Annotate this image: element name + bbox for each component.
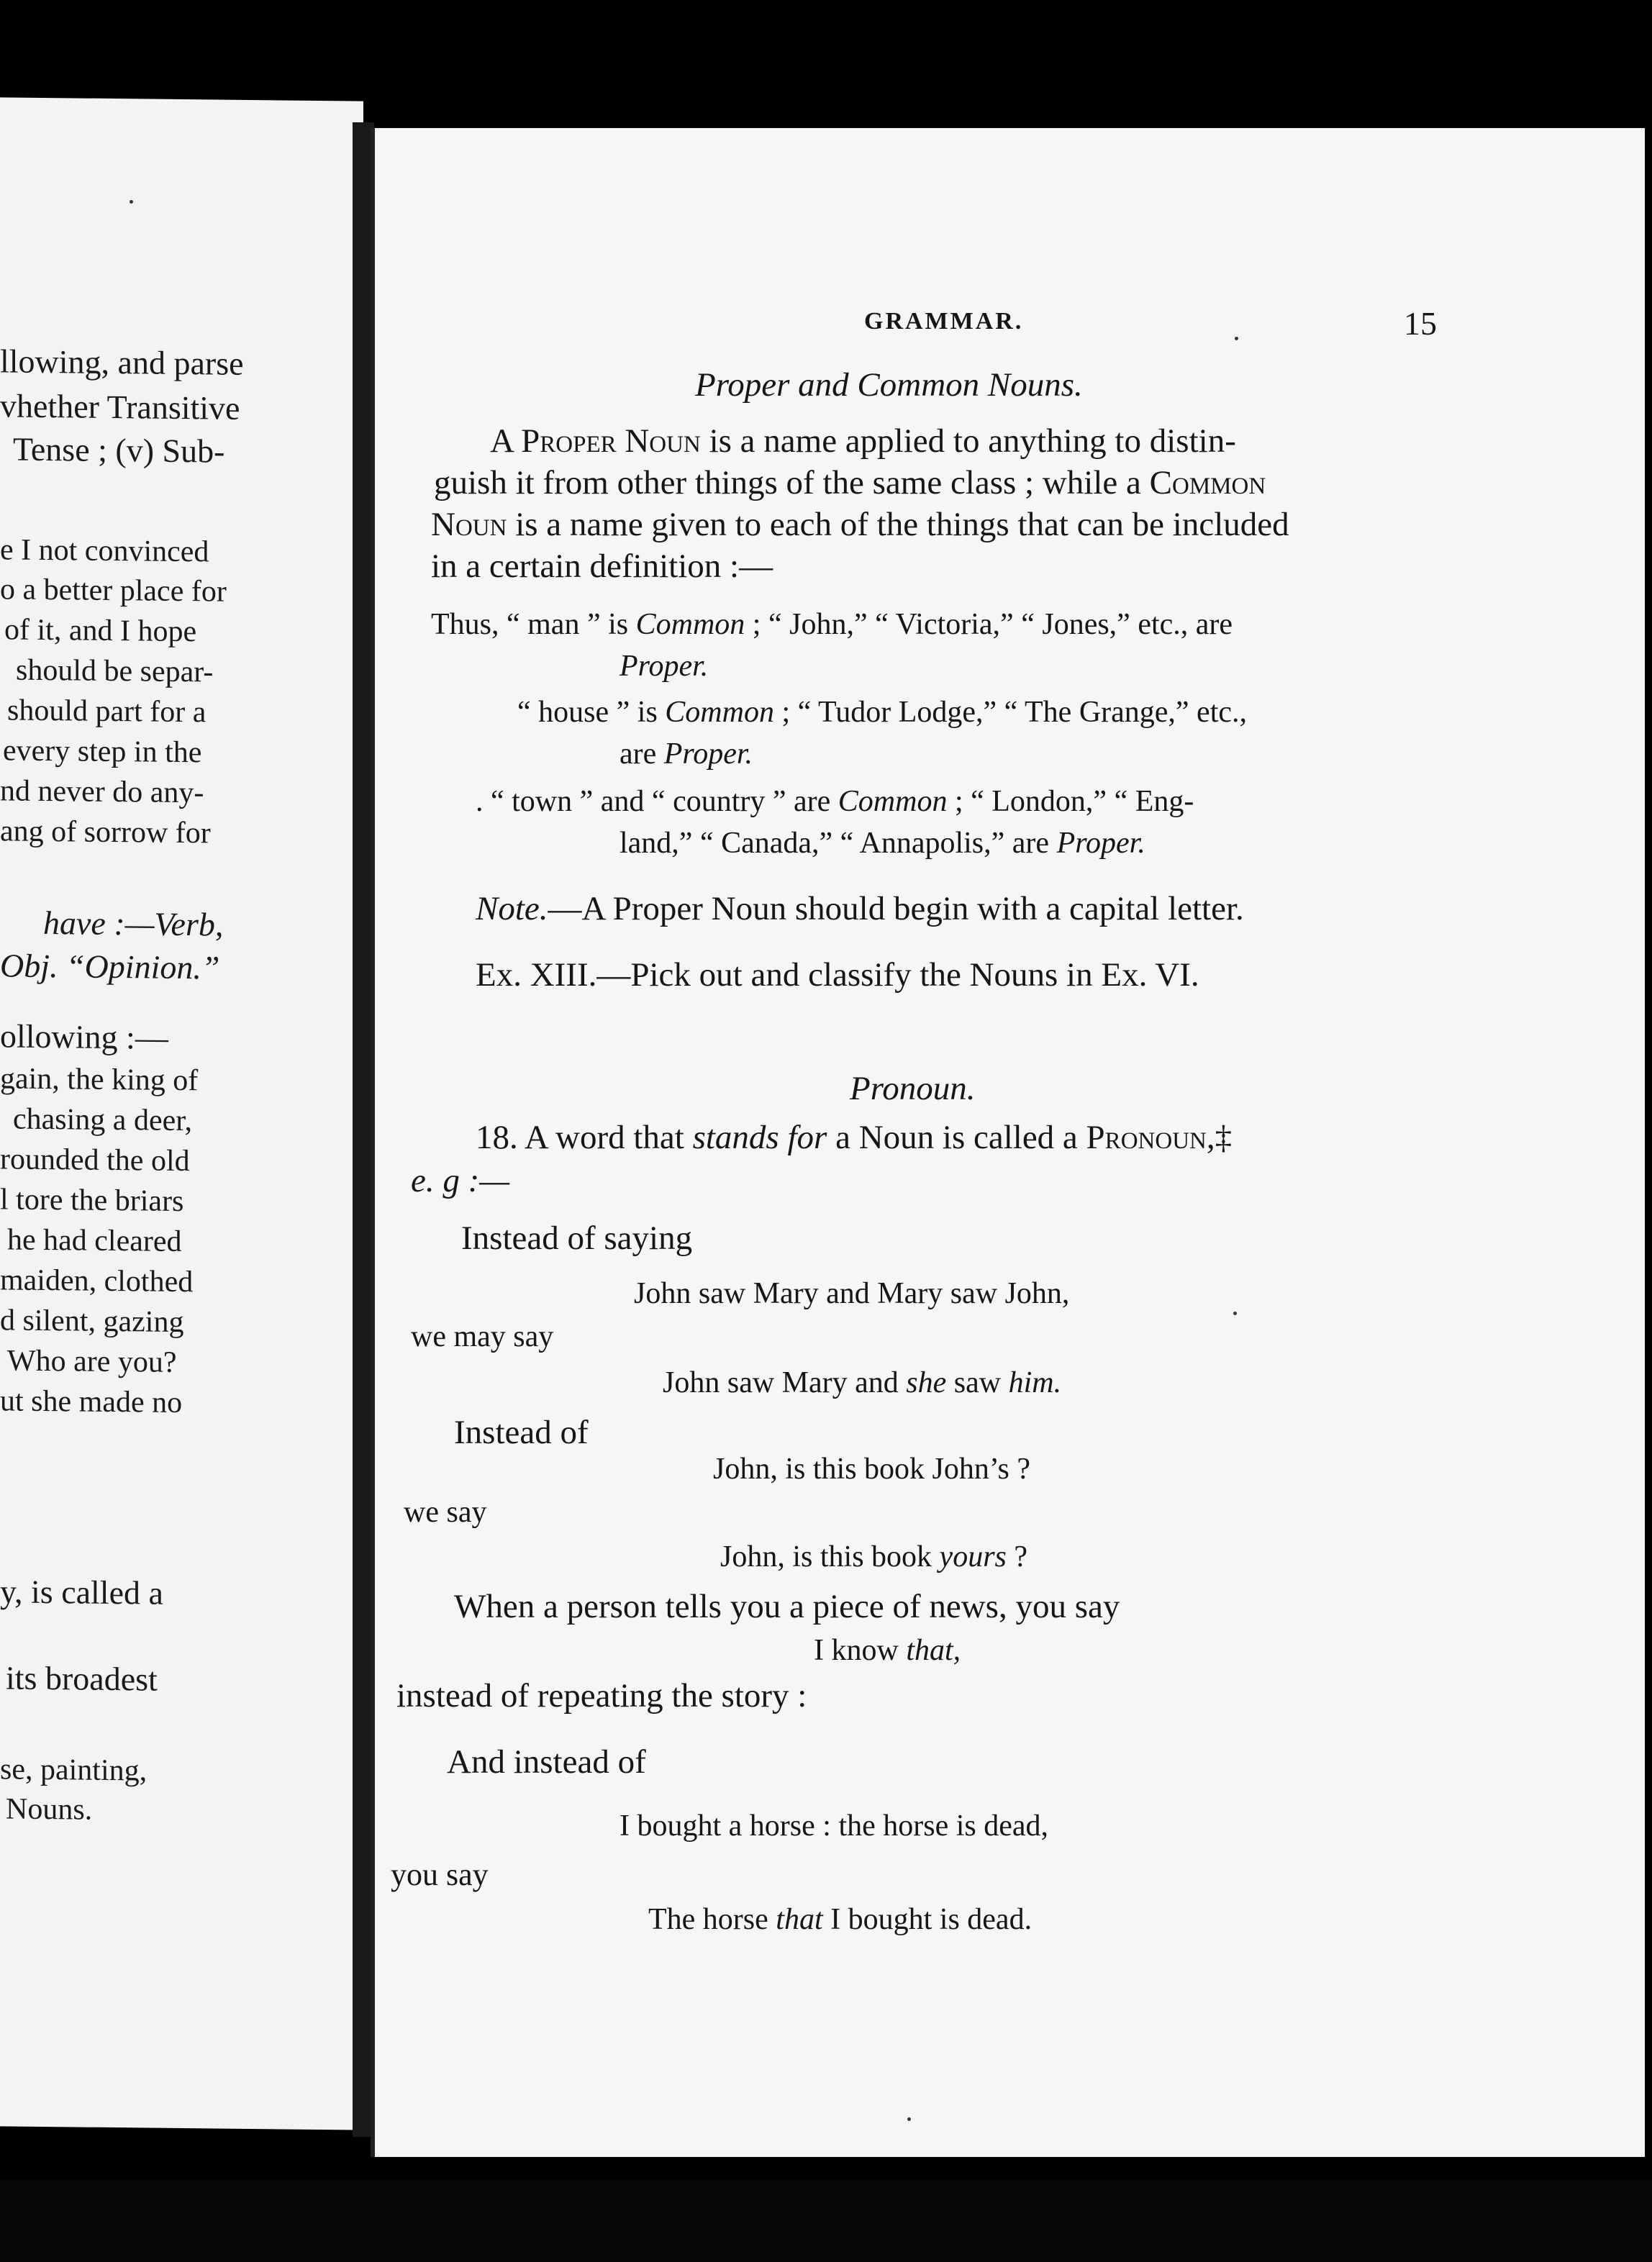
example-line: John saw Mary and Mary saw John, <box>634 1277 1070 1310</box>
left-line: d silent, gazing <box>0 1304 184 1340</box>
example-line: John, is this book John’s ? <box>713 1453 1031 1486</box>
left-line: se, painting, <box>0 1753 148 1788</box>
print-speck <box>1233 1312 1237 1315</box>
left-line: Tense ; (v) Sub- <box>13 430 225 470</box>
left-line: have :—Verb, <box>43 904 224 943</box>
left-line: Nouns. <box>6 1792 93 1827</box>
paragraph-line: e. g :— <box>411 1162 510 1199</box>
right-page <box>371 128 1645 2157</box>
scan-border <box>0 2180 1652 2262</box>
paragraph-line: guish it from other things of the same class ; while a Common <box>434 464 1266 501</box>
example-line: we say <box>404 1496 487 1529</box>
example-line: The horse that I bought is dead. <box>648 1903 1032 1936</box>
left-line: chasing a deer, <box>13 1102 193 1138</box>
left-line: he had cleared <box>7 1223 182 1259</box>
example-line: Instead of saying <box>461 1219 693 1257</box>
left-line: y, is called a <box>0 1573 163 1612</box>
example-line: When a person tells you a piece of news, you say <box>454 1588 1120 1625</box>
left-line: Who are you? <box>7 1344 177 1379</box>
print-speck <box>907 2117 911 2121</box>
left-line: should be separ- <box>16 653 214 689</box>
left-line: o a better place for <box>0 573 227 609</box>
left-line: ut she made no <box>0 1384 183 1420</box>
paragraph-line: A Proper Noun is a name applied to anything to distin- <box>490 422 1236 460</box>
paragraph-line: Noun is a name given to each of the things that can be included <box>431 506 1289 543</box>
exercise: Ex. XIII.—Pick out and classify the Nouns in Ex. VI. <box>476 956 1199 994</box>
example-line: And instead of <box>447 1743 646 1781</box>
example-line: I bought a horse : the horse is dead, <box>620 1809 1049 1843</box>
left-line: Obj. “Opinion.” <box>0 947 220 986</box>
left-line: maiden, clothed <box>0 1263 194 1299</box>
pronoun-title: Pronoun. <box>850 1070 976 1107</box>
paragraph-line: 18. A word that stands for a Noun is called a Pronoun,‡ <box>476 1119 1233 1156</box>
paragraph-line: in a certain definition :— <box>431 548 773 585</box>
example-line: “ house ” is Common ; “ Tudor Lodge,” “ The Grange,” etc., <box>517 696 1248 729</box>
left-line: should part for a <box>7 694 206 730</box>
running-head: GRAMMAR. <box>864 308 1024 335</box>
example-line: we may say <box>411 1320 554 1353</box>
example-line: you say <box>391 1857 489 1892</box>
left-line: vhether Transitive <box>0 387 240 427</box>
note: Note.—A Proper Noun should begin with a capital letter. <box>476 890 1244 927</box>
left-line: ollowing :— <box>0 1017 168 1056</box>
example-line: . “ town ” and “ country ” are Common ; “ London,” “ Eng- <box>476 785 1194 818</box>
left-page <box>0 97 363 2130</box>
left-line: e I not convinced <box>0 533 209 569</box>
print-speck <box>1235 337 1238 340</box>
left-line: every step in the <box>3 734 202 770</box>
left-line: ang of sorrow for <box>0 814 211 850</box>
left-line: its broadest <box>6 1659 158 1698</box>
left-line: of it, and I hope <box>4 613 197 649</box>
example-line: John saw Mary and she saw him. <box>663 1366 1062 1399</box>
example-line: instead of repeating the story : <box>396 1677 807 1714</box>
left-line: llowing, and parse <box>0 342 244 382</box>
left-line: nd never do any- <box>0 774 204 810</box>
example-line: John, is this book yours ? <box>720 1540 1028 1573</box>
example-line: Instead of <box>454 1414 589 1451</box>
left-line: l tore the briars <box>0 1183 184 1219</box>
example-line: land,” “ Canada,” “ Annapolis,” are Proper. <box>620 827 1145 860</box>
example-line: Proper. <box>620 650 709 683</box>
page-number: 15 <box>1404 305 1437 342</box>
print-speck <box>130 200 133 204</box>
example-line: are Proper. <box>620 737 753 771</box>
section-title: Proper and Common Nouns. <box>695 366 1083 404</box>
left-line: rounded the old <box>0 1143 190 1178</box>
example-line: Thus, “ man ” is Common ; “ John,” “ Victoria,” “ Jones,” etc., are <box>431 608 1233 641</box>
example-line: I know that, <box>814 1634 961 1667</box>
left-line: gain, the king of <box>0 1062 199 1098</box>
